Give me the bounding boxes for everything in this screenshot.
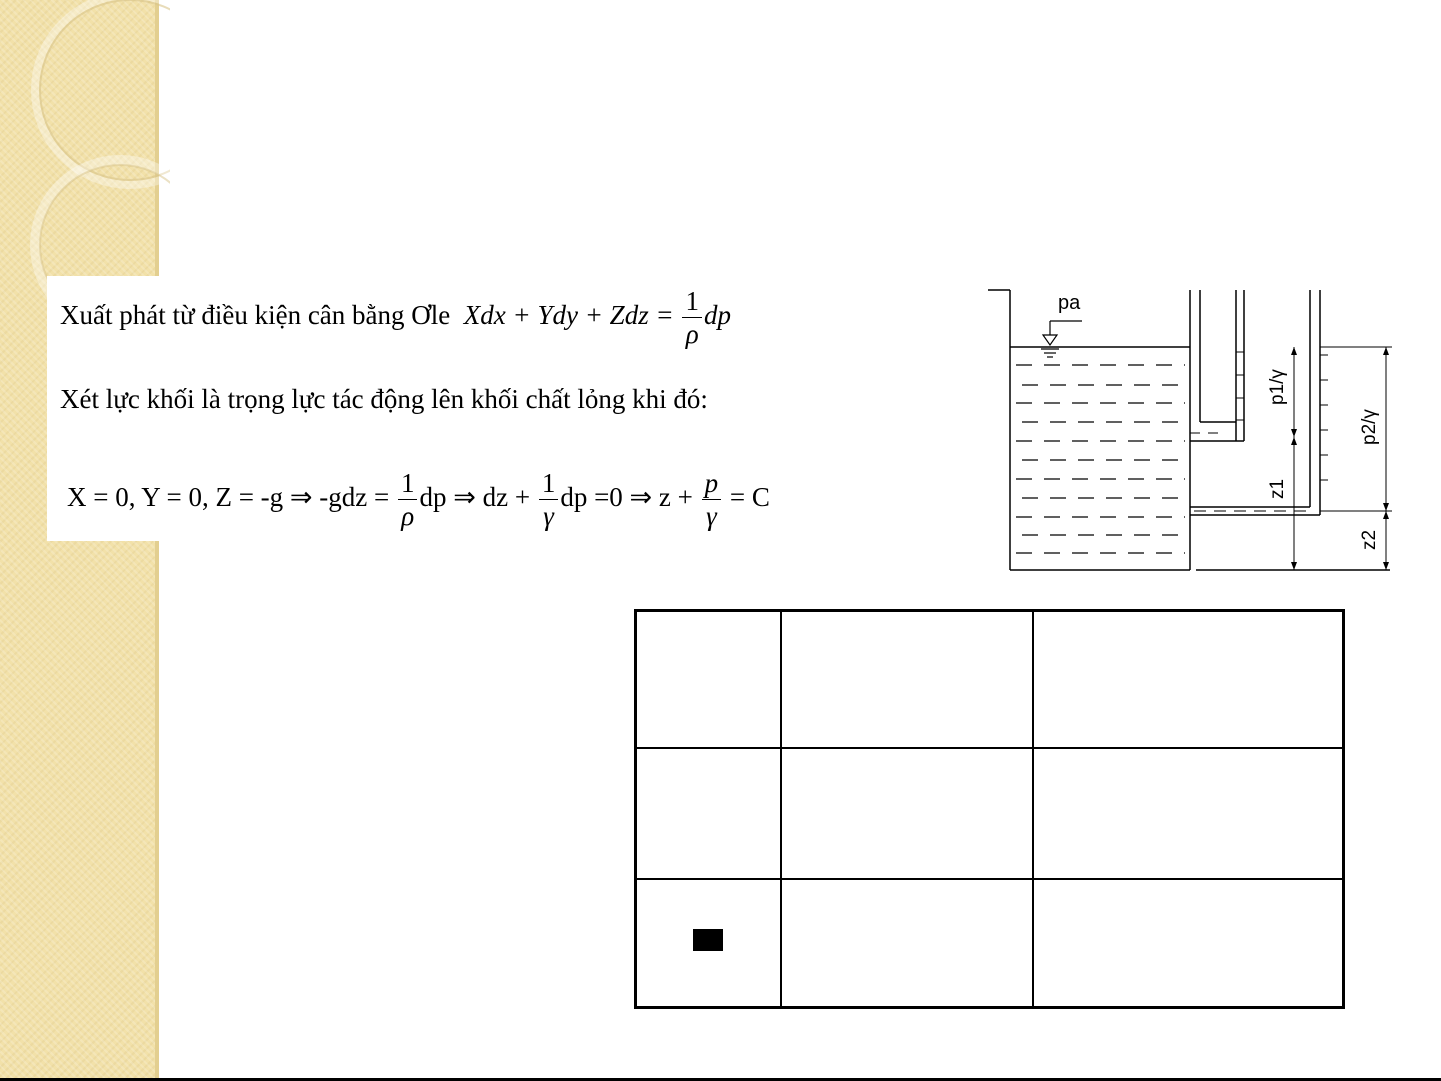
- euler-frac-den: ρ: [685, 319, 699, 349]
- table-row: [636, 611, 1344, 748]
- table-cell: [781, 611, 1033, 748]
- table-cell: [1033, 879, 1344, 1008]
- derivation-fraction-3: [702, 470, 722, 530]
- formula-line-gravity: [60, 384, 708, 415]
- formula-line-derivation: [67, 470, 770, 530]
- diagram-label-p1: p1/γ: [1267, 369, 1288, 405]
- euler-frac-num: 1: [682, 288, 702, 318]
- derivation-part-b: dp ⇒ dz +: [419, 482, 531, 513]
- formula-line-euler: [60, 288, 731, 348]
- derivation-fraction-2: [539, 470, 559, 530]
- diagram-label-z1: z1: [1267, 478, 1288, 499]
- derivation-frac3-den: γ: [706, 501, 717, 531]
- diagram-label-pa: pa: [1058, 292, 1081, 314]
- diagram-label-z2: z2: [1359, 529, 1380, 550]
- table-row: [636, 879, 1344, 1008]
- decorative-rings: [0, 0, 170, 300]
- derivation-fraction-1: [398, 470, 418, 530]
- euler-text: Xuất phát từ điều kiện cân bằng Ơle: [60, 300, 451, 331]
- table-cell: [636, 611, 781, 748]
- gravity-text: Xét lực khối là trọng lực tác động lên khối chất lỏng khi đó:: [60, 384, 708, 414]
- derivation-frac2-den: γ: [543, 501, 554, 531]
- derivation-part-d: = C: [729, 482, 770, 513]
- derivation-part-a: X = 0, Y = 0, Z = -g ⇒ -gdz =: [67, 482, 390, 513]
- table-row: [636, 748, 1344, 879]
- table-cell: [1033, 748, 1344, 879]
- euler-fraction: [682, 288, 702, 348]
- piezometer-diagram: [980, 285, 1400, 580]
- diagram-label-p2: p2/γ: [1359, 409, 1380, 445]
- euler-tail: dp: [703, 300, 731, 331]
- derivation-part-c: dp =0 ⇒ z +: [560, 482, 693, 513]
- derivation-frac3-num: p: [702, 470, 722, 500]
- grid-table: [634, 609, 1345, 1009]
- empty-table: [634, 609, 1345, 1009]
- black-square-marker: [693, 929, 723, 951]
- table-cell: [781, 879, 1033, 1008]
- derivation-frac1-num: 1: [398, 470, 418, 500]
- derivation-frac1-den: ρ: [401, 501, 415, 531]
- euler-math: Xdx + Ydy + Zdz =: [463, 300, 674, 331]
- derivation-frac2-num: 1: [539, 470, 559, 500]
- table-cell: [636, 748, 781, 879]
- table-cell: [636, 879, 781, 1008]
- table-cell: [781, 748, 1033, 879]
- table-cell: [1033, 611, 1344, 748]
